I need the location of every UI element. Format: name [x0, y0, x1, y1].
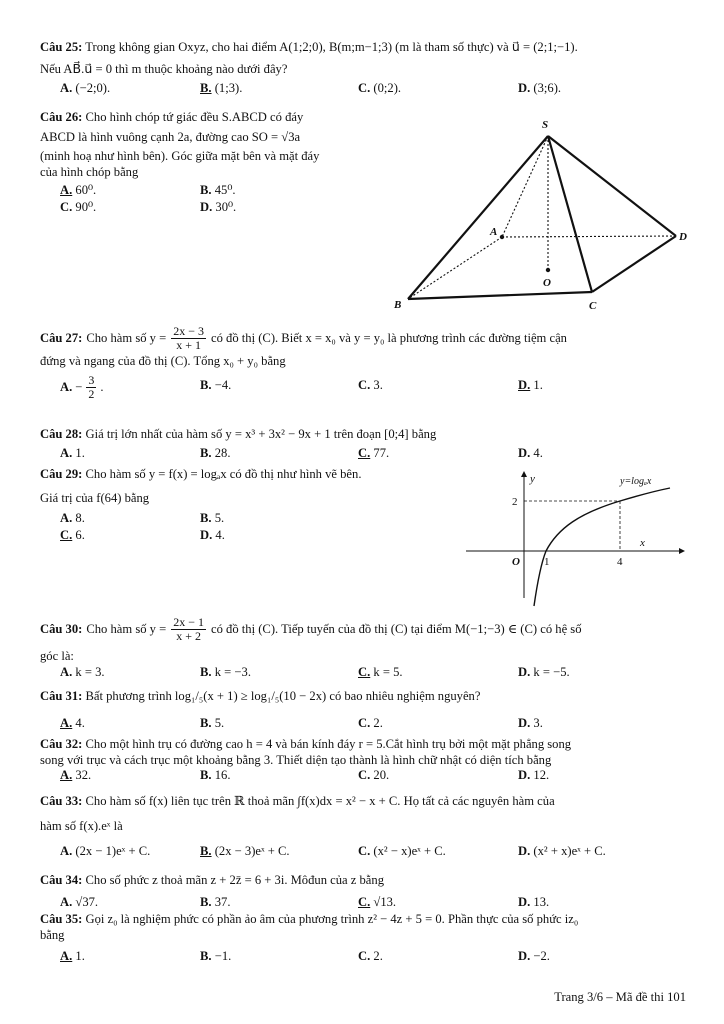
option-c[interactable]: C. 20. [358, 768, 390, 783]
question-text: ABCD là hình vuông cạnh 2a, đường cao SO = √3a [40, 129, 301, 144]
option-d[interactable]: D. 30⁰. [200, 199, 237, 214]
fraction: $\frac{2x - 1}{x + 2}$ [173, 615, 204, 644]
question-text: Nếu AB⃗.u⃗ = 0 thì m thuộc khoảng nào dưới đây? [40, 61, 288, 76]
option-a[interactable]: A. k = 3. [60, 665, 105, 680]
question-text: Giá trị lớn nhất của hàm số y = x³ + 3x² − 9x + 1 trên đoạn [0;4] bằng [85, 427, 437, 441]
question-label: Câu 35: [40, 912, 83, 926]
option-b[interactable]: B. 45⁰. [200, 182, 236, 197]
option-c[interactable]: C. 2. [358, 715, 383, 730]
question-text: song với trục và cách trục một khoảng bằng 3. Thiết diện tạo thành là hình chữ nhật có diện tích bằng [40, 752, 552, 767]
question-label: Câu 28: [40, 427, 83, 441]
option-c[interactable]: C. (0;2). [358, 81, 402, 96]
question-text: có đồ thị (C). Tiếp tuyến của đồ thị (C) tại điểm M(−1;−3) ∈ (C) có hệ số [211, 621, 582, 636]
option-c[interactable]: C. 2. [358, 949, 383, 964]
question-text: của hình chóp bằng [40, 165, 139, 180]
question-label: Câu 32: [40, 737, 83, 751]
label-S: S [542, 119, 549, 131]
edge-AB [408, 237, 502, 299]
option-a[interactable]: A. √37. [60, 894, 99, 909]
option-a[interactable]: A. (−2;0). [60, 81, 111, 96]
option-a[interactable]: A. 4. [60, 715, 85, 730]
option-a[interactable]: A. 1. [60, 949, 85, 964]
option-b[interactable]: B. (1;3). [200, 81, 243, 96]
question-text: Giá trị của f(64) bằng [40, 490, 150, 505]
question-text: Cho hình chóp tứ giác đều S.ABCD có đáy [85, 110, 304, 124]
question-25 [40, 40, 686, 98]
question-label: Câu 31: [40, 689, 83, 703]
option-b[interactable]: B. k = −3. [200, 665, 251, 680]
question-label: Câu 26: [40, 110, 83, 124]
option-a[interactable]: A. 1. [60, 445, 85, 460]
option-c[interactable]: C. √13. [358, 894, 397, 909]
question-label: Câu 27: [40, 330, 83, 345]
option-c[interactable]: C. 77. [358, 445, 390, 460]
question-34 [40, 873, 686, 912]
question-text: Trong không gian Oxyz, cho hai điểm A(1;2;0), B(m;m−1;3) (m là tham số thực) và u⃗ = (2;1;−1). [85, 40, 578, 54]
question-text: Cho hàm số y = [86, 330, 167, 345]
log-curve [534, 488, 670, 606]
question-26 [40, 110, 390, 217]
question-text: Cho hàm số f(x) liên tục trên ℝ thoả mãn ∫f(x)dx = x² − x + C. Họ tất cả các nguyên hàm của [85, 794, 555, 808]
page-footer: Trang 3/6 – Mã đề thi 101 [554, 990, 686, 1004]
option-a[interactable]: A. 32. [60, 768, 92, 783]
option-d[interactable]: D. 4. [518, 445, 543, 460]
question-text: Cho một hình trụ có đường cao h = 4 và bán kính đáy r = 5.Cắt hình trụ bởi một mặt phẳng song [85, 737, 572, 751]
question-label: Câu 29: [40, 467, 83, 481]
label-D: D [679, 231, 687, 243]
option-a[interactable]: A. − $\frac{3}{2}$ . [60, 373, 104, 402]
question-label: Câu 34: [40, 873, 83, 887]
option-d[interactable]: D. 13. [518, 894, 550, 909]
option-c[interactable]: C. 90⁰. [60, 199, 97, 214]
question-text: (minh hoạ như hình bên). Góc giữa mặt bên và mặt đáy [40, 149, 320, 164]
option-b[interactable]: B. 5. [200, 715, 225, 730]
option-b[interactable]: B. (2x − 3)eˣ + C. [200, 844, 290, 859]
label-O: O [543, 277, 551, 289]
question-text: đứng và ngang của đồ thị (C). Tổng x₀ + y₀ bằng [40, 354, 286, 369]
question-text: Gọi z₀ là nghiệm phức có phần ảo âm của phương trình z² − 4z + 5 = 0. Phần thực của số phức iz₀ [85, 912, 579, 926]
question-text: Cho hàm số y = f(x) = logₐx có đồ thị như hình vẽ bên. [85, 467, 362, 481]
option-c[interactable]: C. (x² − x)eˣ + C. [358, 844, 446, 859]
edge-SD [548, 136, 676, 236]
option-d[interactable]: D. 1. [518, 378, 543, 393]
option-d[interactable]: D. 12. [518, 768, 550, 783]
question-32 [40, 737, 686, 785]
point-A [500, 235, 504, 239]
label-B: B [394, 299, 402, 311]
question-30 [40, 616, 686, 682]
question-28 [40, 427, 686, 463]
option-a[interactable]: A. (2x − 1)eˣ + C. [60, 844, 151, 859]
log-graph [460, 468, 690, 608]
question-label: Câu 30: [40, 621, 83, 636]
pyramid-figure [380, 112, 700, 322]
question-text: Bất phương trình log₁/₅(x + 1) ≥ log₁/₅(10 − 2x) có bao nhiêu nghiệm nguyên? [85, 689, 481, 703]
question-text: góc là: [40, 649, 74, 664]
option-b[interactable]: B. 28. [200, 445, 231, 460]
tick-4: 4 [617, 556, 623, 568]
option-b[interactable]: B. 37. [200, 894, 231, 909]
label-C: C [589, 300, 597, 312]
curve-label: y=logₐx [620, 476, 652, 487]
option-d[interactable]: D. 3. [518, 715, 543, 730]
question-label: Câu 25: [40, 40, 83, 54]
option-d[interactable]: D. k = −5. [518, 665, 570, 680]
option-a[interactable]: A. 60⁰. [60, 182, 97, 197]
option-b[interactable]: B. 5. [200, 511, 225, 526]
tick-1: 1 [544, 556, 550, 568]
option-c[interactable]: C. 3. [358, 378, 383, 393]
edge-SC [548, 136, 592, 292]
option-d[interactable]: D. (3;6). [518, 81, 562, 96]
question-text: Cho hàm số y = [86, 621, 167, 636]
edge-CD [592, 236, 676, 292]
edge-SA [502, 136, 548, 237]
edge-SB [408, 136, 548, 299]
question-35 [40, 912, 686, 966]
edge-BC [408, 292, 592, 299]
question-29 [40, 467, 460, 545]
option-b[interactable]: B. 16. [200, 768, 231, 783]
question-33 [40, 794, 686, 861]
question-text: Cho số phức z thoả mãn z + 2z̄ = 6 + 3i. Môđun của z bằng [85, 873, 384, 887]
option-d[interactable]: D. −2. [518, 949, 550, 964]
question-text: có đồ thị (C). Biết x = x₀ và y = y₀ là phương trình các đường tiệm cận [211, 330, 567, 345]
option-b[interactable]: B. −4. [200, 378, 232, 393]
option-c[interactable]: C. k = 5. [358, 665, 403, 680]
question-text: bằng [40, 927, 65, 942]
label-A: A [490, 226, 498, 238]
option-c[interactable]: C. 6. [60, 528, 85, 543]
origin-label: O [512, 556, 520, 568]
x-axis-label: x [640, 537, 645, 549]
edge-AD [502, 236, 676, 237]
option-d[interactable]: D. (x² + x)eˣ + C. [518, 844, 606, 859]
option-b[interactable]: B. −1. [200, 949, 232, 964]
option-d[interactable]: D. 4. [200, 528, 225, 543]
question-31 [40, 689, 686, 733]
question-27 [40, 325, 686, 402]
question-text: hàm số f(x).eˣ là [40, 818, 123, 833]
fraction: $\frac{2x - 3}{x + 1}$ [173, 324, 204, 353]
y-axis-label: y [530, 473, 535, 485]
tick-2: 2 [512, 496, 518, 508]
point-O [546, 268, 550, 272]
option-a[interactable]: A. 8. [60, 511, 85, 526]
question-label: Câu 33: [40, 794, 83, 808]
